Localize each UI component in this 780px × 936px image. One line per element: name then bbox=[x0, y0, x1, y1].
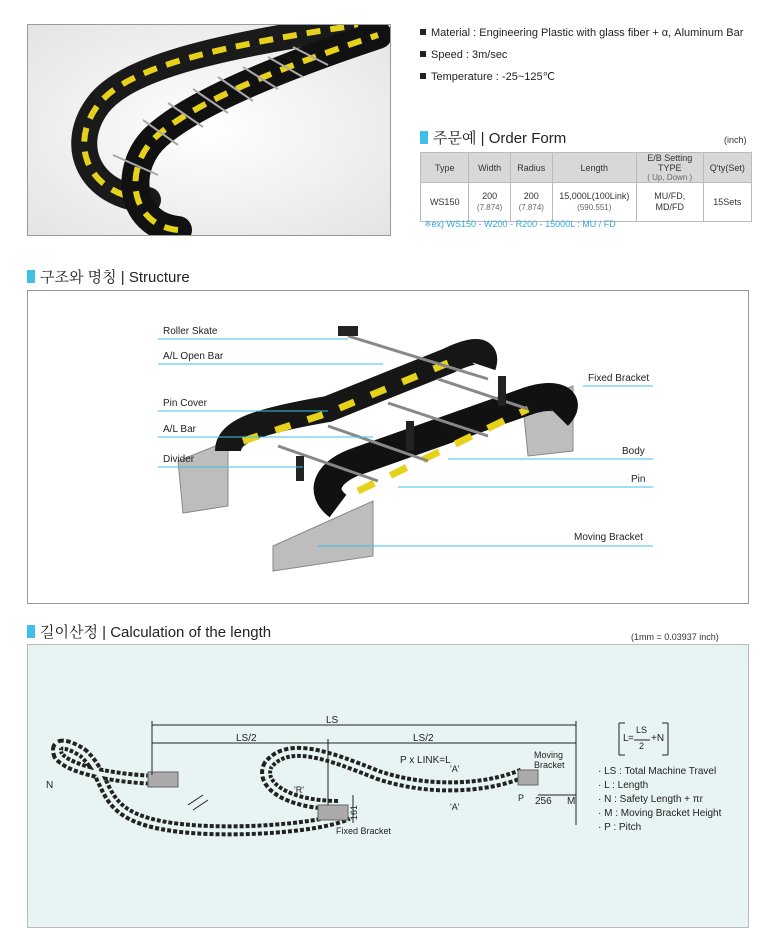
header-type: Type bbox=[421, 153, 469, 183]
dim-a-top: 'A' bbox=[450, 764, 460, 774]
order-form-title-text: 주문예 | Order Form bbox=[433, 130, 567, 147]
label-fixed-bracket: Fixed Bracket bbox=[588, 373, 650, 384]
length-calculation-diagram bbox=[27, 644, 749, 928]
cell-setting: MU/FD, MD/FD bbox=[636, 183, 703, 222]
moving-bracket-shape bbox=[273, 501, 373, 571]
legend-item: · M : Moving Bracket Height bbox=[598, 808, 722, 819]
spec-speed-text: Speed : 3m/sec bbox=[431, 49, 508, 61]
label-al-bar: A/L Bar bbox=[163, 424, 196, 435]
header-radius: Radius bbox=[510, 153, 552, 183]
label-divider: Divider bbox=[163, 454, 195, 465]
product-photo bbox=[27, 24, 391, 236]
bullet-icon bbox=[420, 29, 426, 35]
header-width: Width bbox=[469, 153, 510, 183]
dim-ls-half-right: LS/2 bbox=[413, 733, 434, 744]
table-header-row bbox=[421, 153, 752, 183]
cell-radius-mm: 200 bbox=[523, 191, 539, 201]
order-example: ※ex) WS150 - W200 - R200 - 15000L : MU / FD bbox=[424, 219, 616, 229]
header-setting bbox=[636, 153, 703, 183]
cell-type: WS150 bbox=[421, 183, 469, 222]
cell-width-mm: 200 bbox=[482, 191, 498, 201]
section-marker-icon bbox=[420, 131, 428, 144]
dim-a-bottom: 'A' bbox=[450, 802, 460, 812]
label-pin-cover: Pin Cover bbox=[163, 398, 207, 409]
bullet-icon bbox=[420, 73, 426, 79]
formula-l: L bbox=[623, 733, 629, 744]
cell-length-mm: 15,000L(100Link) bbox=[559, 191, 630, 201]
spec-list bbox=[420, 24, 770, 90]
table-row bbox=[421, 183, 752, 222]
cell-qty: 15Sets bbox=[703, 183, 751, 222]
dim-ls-half-left: LS/2 bbox=[236, 733, 257, 744]
dim-ls: LS bbox=[326, 715, 339, 726]
calculation-unit: (1mm = 0.03937 inch) bbox=[631, 632, 719, 642]
bullet-icon bbox=[420, 51, 426, 57]
label-moving-bracket: Moving Bracket bbox=[574, 532, 643, 543]
dim-256: 256 bbox=[535, 796, 552, 807]
header-qty: Q'ty(Set) bbox=[703, 153, 751, 183]
structure-title-text: 구조와 명칭 | Structure bbox=[40, 269, 190, 286]
formula-two: 2 bbox=[639, 741, 645, 751]
structure-diagram bbox=[27, 290, 749, 604]
spec-material-text: Material : Engineering Plastic with glass fiber + α, Aluminum Bar bbox=[431, 27, 744, 39]
dim-n: N bbox=[46, 780, 54, 791]
cell-width bbox=[469, 183, 510, 222]
header-length: Length bbox=[552, 153, 636, 183]
dim-r: 'R' bbox=[294, 785, 304, 795]
spec-temperature-text: Temperature : -25~125℃ bbox=[431, 71, 555, 83]
structure-title bbox=[27, 266, 190, 287]
label-moving-bracket-calc: Moving Bracket bbox=[534, 750, 565, 770]
label-roller-skate: Roller Skate bbox=[163, 326, 218, 337]
cell-length-inch: (590.551) bbox=[577, 203, 612, 212]
cell-radius bbox=[510, 183, 552, 222]
label-pin: Pin bbox=[631, 474, 646, 485]
legend-item: · P : Pitch bbox=[598, 822, 642, 833]
order-form-unit: (inch) bbox=[724, 135, 747, 145]
label-al-open-bar: A/L Open Bar bbox=[163, 351, 224, 362]
spec-material bbox=[420, 24, 770, 46]
label-fixed-bracket-calc: Fixed Bracket bbox=[336, 826, 392, 836]
section-marker-icon bbox=[27, 270, 35, 283]
order-form-title bbox=[420, 127, 566, 148]
order-table bbox=[420, 152, 752, 222]
calculation-title-text: 길이산정 | Calculation of the length bbox=[40, 624, 272, 641]
dim-m: M bbox=[567, 796, 576, 807]
legend-list bbox=[598, 765, 721, 835]
dim-161: 161 bbox=[349, 805, 359, 821]
fixed-bracket-left-shape bbox=[178, 441, 228, 513]
dim-pxlink: P x LINK=L bbox=[400, 755, 451, 766]
calculation-title bbox=[27, 621, 271, 642]
cell-length bbox=[552, 183, 636, 222]
cell-radius-inch: (7.874) bbox=[518, 203, 544, 212]
cell-width-inch: (7.874) bbox=[476, 203, 503, 212]
legend-item: · L : Length bbox=[598, 780, 649, 791]
formula-ls: LS bbox=[636, 725, 648, 735]
header-setting-sub: ( Up, Down ) bbox=[647, 173, 693, 182]
header-setting-text: E/B Setting TYPE bbox=[647, 153, 693, 173]
dim-p: P bbox=[518, 793, 525, 803]
legend-item: · N : Safety Length + πr bbox=[598, 794, 704, 805]
label-body: Body bbox=[622, 446, 645, 457]
cable-chain-photo bbox=[28, 25, 390, 235]
spec-speed bbox=[420, 46, 770, 68]
legend-item: · LS : Total Machine Travel bbox=[598, 766, 717, 777]
spec-temperature bbox=[420, 68, 770, 90]
formula-eq: = bbox=[628, 733, 634, 744]
section-marker-icon bbox=[27, 625, 35, 638]
formula-plus-n: +N bbox=[651, 733, 665, 744]
